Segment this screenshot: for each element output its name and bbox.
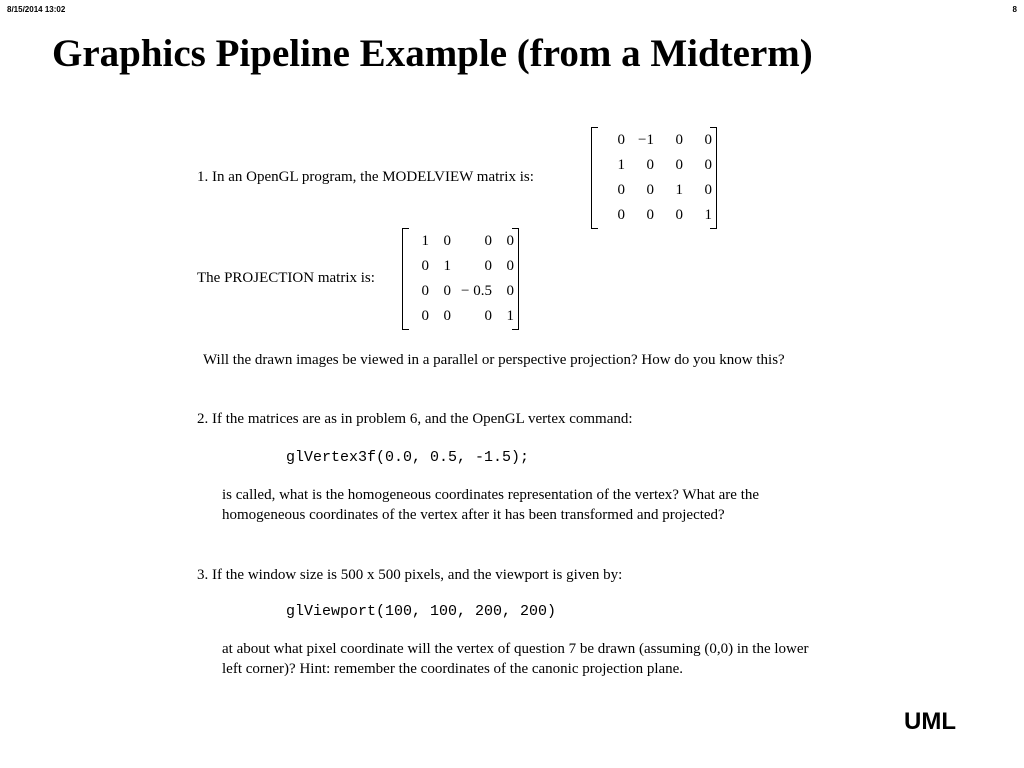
matrix-cell: −1 [638,132,654,148]
matrix-cell: 1 [443,258,451,274]
matrix-cell: 0 [443,283,451,299]
matrix-cell: 1 [617,157,625,173]
matrix-cell: 0 [484,233,492,249]
question-3-text: at about what pixel coordinate will the vertex of question 7 be drawn (assuming (0,0) in the lower left corner)? Hint: remember the coordinates of the canonic projection plane. [222,641,809,677]
matrix-cell: 0 [704,182,712,198]
matrix-cell: 0 [675,207,683,223]
question-3-label: 3. If the window size is 500 x 500 pixels, and the viewport is given by: [197,567,623,583]
matrix-cell: 0 [704,132,712,148]
page-number: 8 [1012,5,1017,14]
vertex-code: glVertex3f(0.0, 0.5, -1.5); [286,449,530,466]
slide-title: Graphics Pipeline Example (from a Midterm) [52,32,813,75]
matrix-cell: − 0.5 [461,283,492,299]
question-1-label: 1. In an OpenGL program, the MODELVIEW matrix is: [197,169,534,185]
matrix-cell: 0 [443,308,451,324]
matrix-cell: 1 [506,308,514,324]
matrix-cell: 0 [443,233,451,249]
question-1-text: Will the drawn images be viewed in a parallel or perspective projection? How do you know this? [203,352,785,368]
matrix-cell: 0 [421,258,429,274]
projection-label: The PROJECTION matrix is: [197,270,375,286]
matrix-cell: 1 [421,233,429,249]
slide-date: 8/15/2014 13:02 [7,5,66,14]
matrix-cell: 0 [675,132,683,148]
matrix-cell: 0 [704,157,712,173]
projection-matrix [402,228,519,330]
modelview-matrix [591,127,717,229]
viewport-code: glViewport(100, 100, 200, 200) [286,603,557,620]
matrix-cell: 0 [675,157,683,173]
question-2-text: is called, what is the homogeneous coordinates representation of the vertex? What are the homogeneous coordinates of the vertex after it has been transformed and projected? [222,487,760,523]
matrix-cell: 0 [484,308,492,324]
uml-logo: UML [904,708,956,735]
matrix-cell: 0 [421,308,429,324]
matrix-cell: 0 [506,283,514,299]
matrix-cell: 0 [506,258,514,274]
matrix-cell: 0 [484,258,492,274]
matrix-cell: 0 [646,182,654,198]
matrix-cell: 0 [421,283,429,299]
matrix-cell: 0 [617,207,625,223]
matrix-cell: 1 [704,207,712,223]
matrix-cell: 0 [617,182,625,198]
matrix-cell: 0 [506,233,514,249]
matrix-cell: 0 [646,157,654,173]
matrix-cell: 0 [646,207,654,223]
matrix-cell: 1 [675,182,683,198]
question-2-label: 2. If the matrices are as in problem 6, and the OpenGL vertex command: [197,411,633,427]
matrix-cell: 0 [617,132,625,148]
